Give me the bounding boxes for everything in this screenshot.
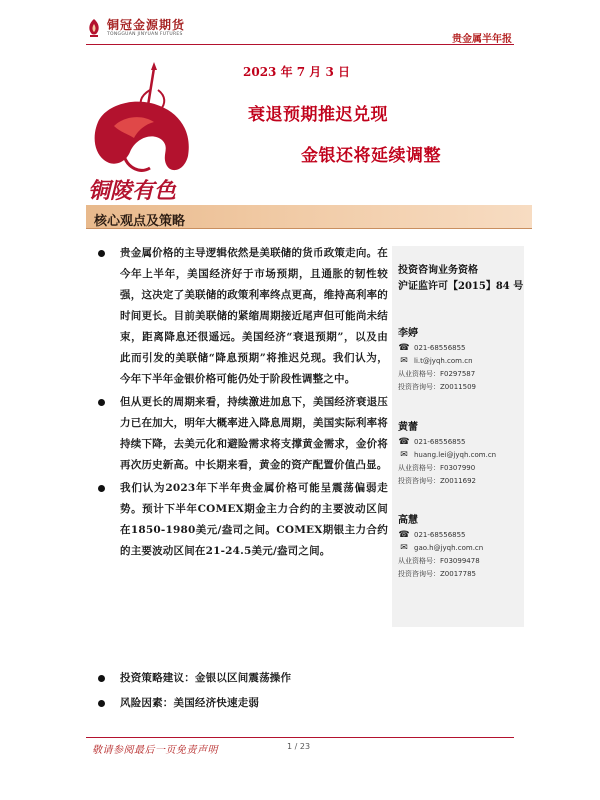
strategy-list: [96, 668, 388, 714]
analyst-email[interactable]: gao.h@jyqh.com.cn: [414, 544, 484, 552]
list-item: [96, 392, 388, 476]
bullet-dot-icon: [98, 675, 105, 682]
analyst-phone: 021-68556855: [414, 344, 466, 352]
brand-seal-icon: [80, 60, 210, 210]
mail-icon: ✉: [400, 543, 408, 553]
analyst-email[interactable]: huang.lei@jyqh.com.cn: [414, 451, 497, 459]
seal-text: 铜陵有色: [88, 178, 177, 204]
bullet-text: 我们认为2023年下半年贵金属价格可能呈震荡偏弱走势。预计下半年COMEX期金主力合约的主要波动区间在1850-1980美元/盎司之间。COMEX期银主力合约的主要波动区间在21-24.5美元/盎司之间。: [120, 482, 388, 557]
company-name-en: TONGGUAN JINYUAN FUTURES: [107, 32, 183, 37]
mail-icon: ✉: [400, 450, 408, 460]
qualification-label: 投资咨询业务资格: [398, 265, 478, 276]
report-type-label: 贵金属半年报: [452, 34, 512, 45]
license-label: 沪证监许可【2015】84 号: [398, 281, 524, 292]
analyst-cert: 从业资格号：F0297587: [398, 370, 476, 378]
footer-divider: [86, 737, 514, 738]
bullet-dot-icon: [98, 399, 105, 406]
company-logo: [86, 18, 185, 38]
analyst-phone: 021-68556855: [414, 438, 466, 446]
analyst-card: [398, 511, 524, 581]
analyst-name: 李婷: [398, 328, 418, 339]
list-item: [96, 243, 388, 390]
report-title-line1: 衰退预期推迟兑现: [248, 105, 388, 125]
list-item: [96, 478, 388, 562]
section-title: 核心观点及策略: [94, 214, 186, 229]
bullet-dot-icon: [98, 485, 105, 492]
bullet-dot-icon: [98, 250, 105, 257]
list-item: [96, 668, 388, 689]
risk-text: 风险因素：美国经济快速走弱: [120, 697, 260, 709]
analyst-card: [398, 418, 524, 488]
analyst-advisory: 投资咨询号：Z0011692: [398, 477, 476, 485]
analyst-phone: 021-68556855: [414, 531, 466, 539]
qualification-block: [398, 263, 523, 295]
header-divider: [86, 44, 514, 45]
analyst-cert: 从业资格号：F0307990: [398, 464, 476, 472]
list-item: [96, 693, 388, 714]
analyst-card: [398, 324, 524, 394]
analyst-advisory: 投资咨询号：Z0017785: [398, 570, 476, 578]
phone-icon: ☎: [398, 437, 410, 447]
mail-icon: ✉: [400, 356, 408, 366]
strategy-text: 投资策略建议：金银以区间震荡操作: [120, 672, 292, 684]
phone-icon: ☎: [398, 343, 410, 353]
report-date: 2023 年 7 月 3 日: [243, 65, 350, 79]
analyst-advisory: 投资咨询号：Z0011509: [398, 383, 476, 391]
report-title-line2: 金银还将延续调整: [301, 146, 441, 166]
company-name-cn: 铜冠金源期货: [107, 18, 186, 32]
page-number: 1 / 23: [287, 742, 311, 751]
analyst-name: 黄蕾: [398, 422, 418, 433]
phone-icon: ☎: [398, 530, 410, 540]
key-points-list: [96, 243, 388, 562]
bullet-text: 贵金属价格的主导逻辑依然是美联储的货币政策走向。在今年上半年，美国经济好于市场预期，且通胀的韧性较强，这决定了美联储的政策利率终点更高，维持高利率的时间更长。目前美联储的紧缩周期接近尾声但可能尚未结束，距离降息还很遥远。美国经济“衰退预期”，以及由此而引发的美联储“降息预期”将推迟兑现。我们认为，今年下半年金银价格可能仍处于阶段性调整之中。: [120, 247, 388, 385]
analyst-email[interactable]: li.t@jyqh.com.cn: [414, 357, 473, 365]
analyst-name: 高慧: [398, 515, 418, 526]
analyst-cert: 从业资格号：F03099478: [398, 557, 480, 565]
disclaimer-note: 敬请参阅最后一页免责声明: [92, 745, 218, 756]
bullet-dot-icon: [98, 700, 105, 707]
logo-mark-icon: [86, 18, 102, 38]
bullet-text: 但从更长的周期来看，持续激进加息下，美国经济衰退压力已在加大，明年大概率进入降息周期，美国实际利率将持续下降，去美元化和避险需求将支撑黄金需求，金价将再次历史新高。中长期来看，黄金的资产配置价值凸显。: [120, 396, 388, 471]
